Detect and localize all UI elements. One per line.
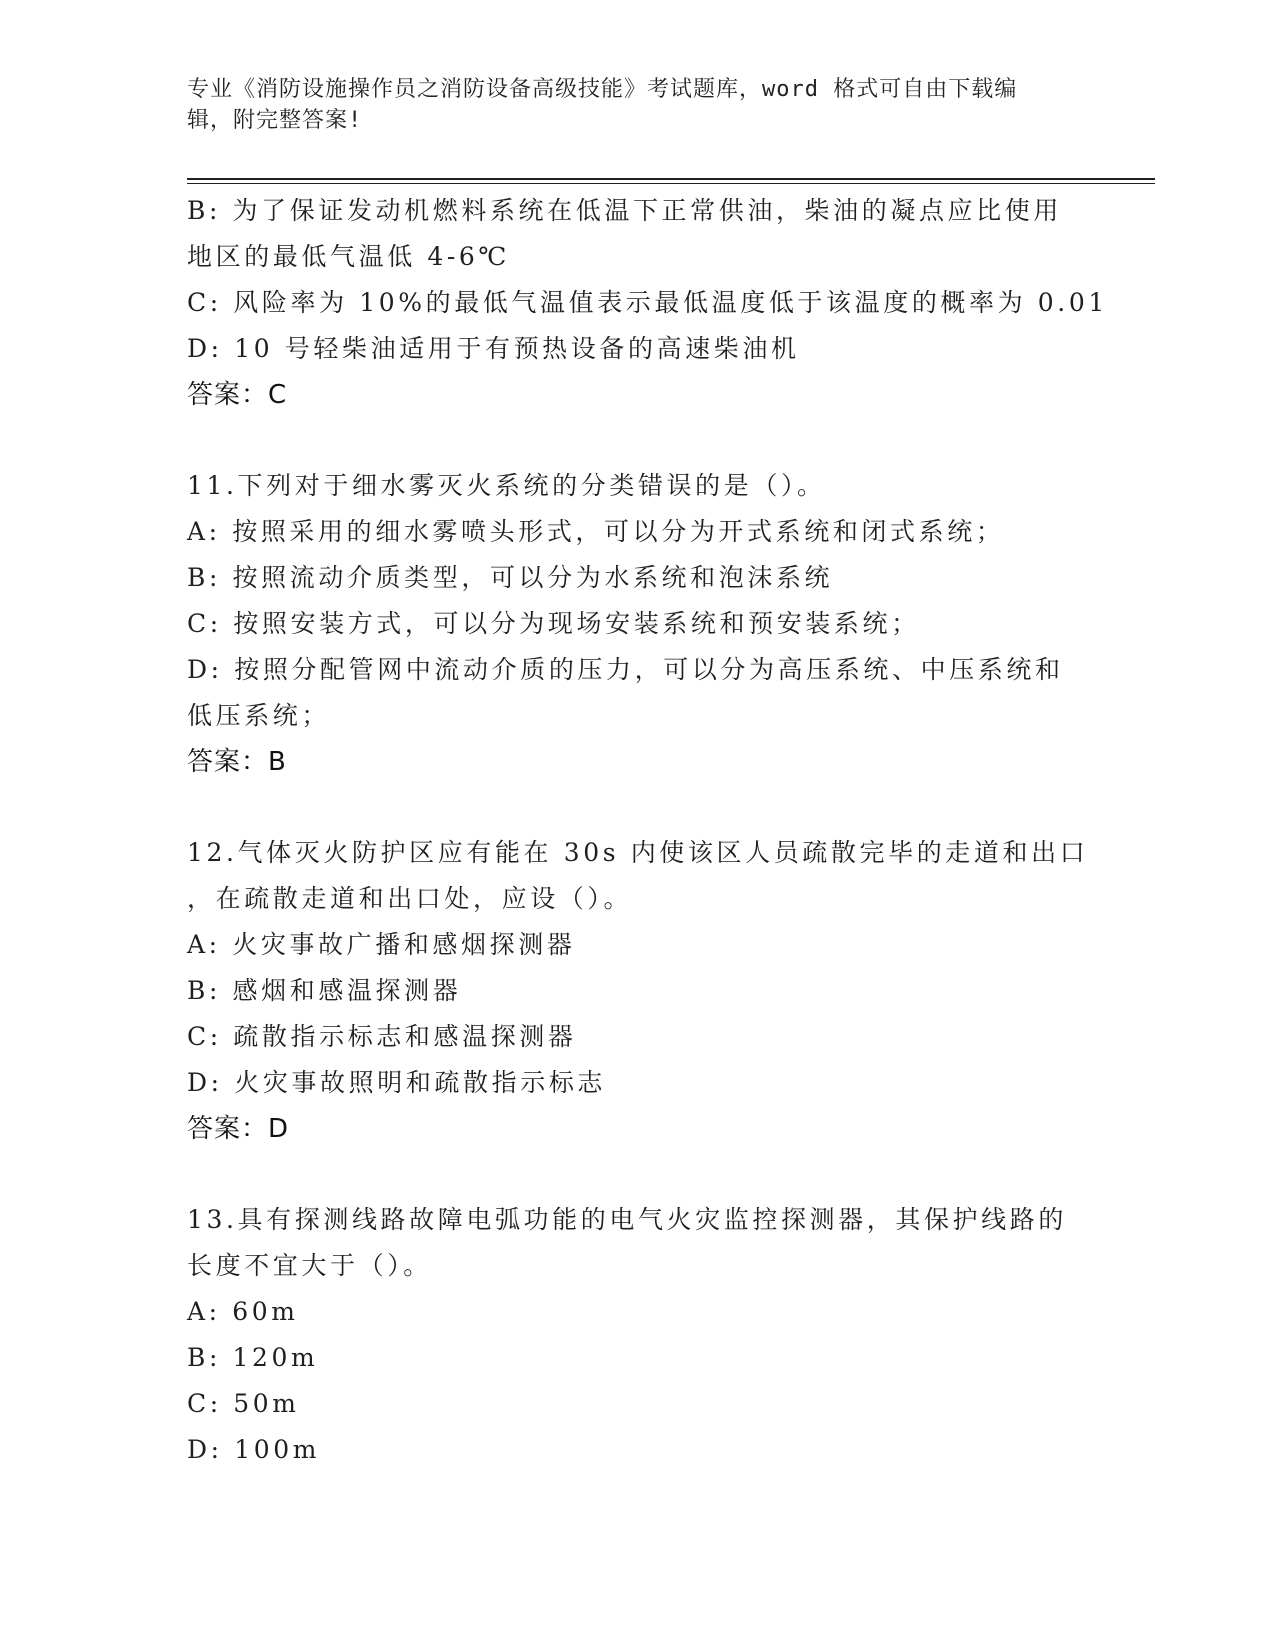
q10-option-d: D: 10 号轻柴油适用于有预热设备的高速柴油机 (187, 334, 800, 363)
q10-option-b-line-2: 地区的最低气温低 4-6℃ (187, 242, 510, 271)
q11-answer: 答案：B (187, 747, 287, 777)
q12-option-c: C: 疏散指示标志和感温探测器 (187, 1022, 577, 1051)
q11-option-d-line-2: 低压系统； (187, 701, 331, 730)
q11-option-b: B: 按照流动介质类型，可以分为水系统和泡沫系统 (187, 563, 834, 592)
q11-option-a: A: 按照采用的细水雾喷头形式，可以分为开式系统和闭式系统； (187, 517, 1005, 546)
question-list (187, 188, 1108, 1473)
q11-option-c: C: 按照安装方式，可以分为现场安装系统和预安装系统； (187, 609, 920, 638)
spacer (187, 785, 1087, 830)
q13-option-b: B: 120m (187, 1343, 319, 1372)
header-rule-thin (187, 183, 1155, 184)
q11-option-d-line-1: D: 按照分配管网中流动介质的压力，可以分为高压系统、中压系统和 (187, 655, 1064, 684)
q13-option-a: A: 60m (187, 1297, 299, 1326)
q12-option-d: D: 火灾事故照明和疏散指示标志 (187, 1068, 607, 1097)
q13-question-line-1: 13.具有探测线路故障电弧功能的电气火灾监控探测器，其保护线路的 (187, 1205, 1067, 1234)
header-line-2: 辑，附完整答案! (187, 108, 363, 133)
question-10-block (187, 188, 1108, 418)
document-header (187, 74, 1067, 136)
header-rule-thick (187, 178, 1155, 180)
question-12-block (187, 830, 1087, 1152)
q12-question-line-1: 12.气体灭火防护区应有能在 30s 内使该区人员疏散完毕的走道和出口 (187, 838, 1089, 867)
spacer (187, 418, 1087, 463)
q13-option-c: C: 50m (187, 1389, 300, 1418)
q10-option-b-line-1: B: 为了保证发动机燃料系统在低温下正常供油，柴油的凝点应比使用 (187, 196, 1062, 225)
q12-answer: 答案：D (187, 1114, 290, 1144)
q11-question: 11.下列对于细水雾灭火系统的分类错误的是（）。 (187, 471, 826, 500)
q12-option-a: A: 火灾事故广播和感烟探测器 (187, 930, 576, 959)
q10-option-c: C: 风险率为 10%的最低气温值表示最低温度低于该温度的概率为 0.01 (187, 288, 1108, 317)
header-line-1: 专业《消防设施操作员之消防设备高级技能》考试题库，word 格式可自由下载编 (187, 77, 1018, 102)
question-11-block (187, 463, 1087, 785)
spacer (187, 1152, 1087, 1197)
question-13-block (187, 1197, 1087, 1473)
q10-answer: 答案：C (187, 380, 288, 410)
q12-question-line-2: ，在疏散走道和出口处，应设（）。 (187, 884, 633, 913)
q13-option-d: D: 100m (187, 1435, 321, 1464)
q13-question-line-2: 长度不宜大于（）。 (187, 1251, 432, 1280)
q12-option-b: B: 感烟和感温探测器 (187, 976, 462, 1005)
